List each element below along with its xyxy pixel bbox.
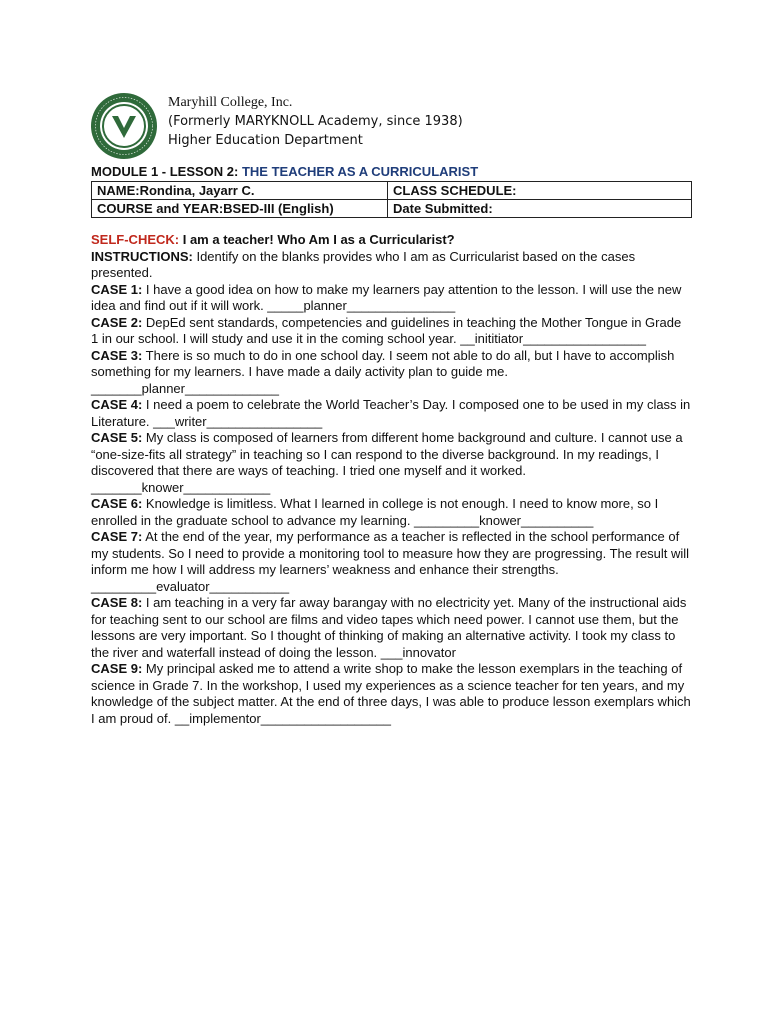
case-text: At the end of the year, my performance as a teacher is reflected in the school performance of my students. So I need to provide a monitoring tool to measure how they are progressing. The result will inform me how I will address my learners’ weakness and enhance their strengths. _________evaluator___________ [91, 529, 690, 594]
case-label: CASE 6: [91, 496, 143, 511]
case-1 [91, 282, 691, 315]
module-title: THE TEACHER AS A CURRICULARIST [241, 164, 479, 179]
case-5 [91, 430, 691, 496]
case-text: Knowledge is limitless. What I learned in college is not enough. I need to know more, so I enrolled in the graduate school to advance my learning. _________knower__________ [91, 496, 659, 528]
letterhead [168, 94, 463, 150]
name-cell: NAME:Rondina, Jayarr C. [92, 182, 388, 200]
case-9 [91, 661, 691, 727]
module-heading [91, 164, 478, 179]
college-name: Maryhill College, Inc. [168, 95, 293, 110]
schedule-cell: CLASS SCHEDULE: [388, 182, 692, 200]
student-info-table [91, 181, 692, 218]
case-text: I am teaching in a very far away barangay with no electricity yet. Many of the instructional aids for teaching sent to our school are films and video tapes which need power. I cannot use them, but the lessons are very important. So I thought of thinking of making an alternative activity. I took my class to the river and waterfall instead of doing the lesson. ___innovator [91, 595, 687, 660]
case-text: My principal asked me to attend a write shop to make the lesson exemplars in the teaching of science in Grade 7. In the workshop, I used my experiences as a science teacher for ten years, and my knowledge of the subject matter. At the end of three days, I was able to produce lesson exemplars which I am proud of. __implementor__________________ [91, 661, 691, 726]
case-8 [91, 595, 691, 661]
instructions [91, 249, 691, 282]
department-name: Higher Education Department [168, 133, 363, 148]
case-label: CASE 4: [91, 397, 143, 412]
case-6 [91, 496, 691, 529]
course-cell: COURSE and YEAR:BSED-III (English) [92, 200, 388, 218]
case-text: I need a poem to celebrate the World Teacher’s Day. I composed one to be used in my class in Literature. ___writer________________ [91, 397, 691, 429]
module-prefix: MODULE 1 - LESSON 2: [91, 164, 242, 179]
self-check-heading [91, 232, 691, 249]
self-check-text: I am a teacher! Who Am I as a Curricularist? [179, 232, 455, 247]
self-check-label: SELF-CHECK: [91, 232, 180, 247]
case-text: I have a good idea on how to make my learners pay attention to the lesson. I will use the new idea and find out if it will work. _____planner_______________ [91, 281, 682, 313]
case-3 [91, 348, 691, 398]
case-text: My class is composed of learners from different home background and culture. I cannot use a “one-size-fits all strategy” in teaching so I can respond to the diverse background. In my readings, I discovered that there are ways of teaching. I tried one myself and it worked. _______knower____________ [91, 430, 683, 495]
case-text: DepEd sent standards, competencies and guidelines in teaching the Mother Tongue in Grade 1 in our school. I will study and use it in the coming school year. __inititiator_________________ [91, 314, 682, 346]
former-name: (Formerly MARYKNOLL Academy, since 1938) [168, 114, 463, 129]
instructions-label: INSTRUCTIONS: [91, 248, 193, 264]
case-label: CASE 9: [91, 661, 143, 676]
college-seal-logo [90, 92, 158, 160]
case-label: CASE 3: [91, 347, 143, 363]
case-label: CASE 8: [91, 595, 143, 610]
case-label: CASE 1: [91, 281, 143, 297]
case-7 [91, 529, 691, 595]
worksheet-body [91, 232, 691, 727]
case-2 [91, 315, 691, 348]
instructions-text: Identify on the blanks provides who I am as Curricularist based on the cases presented. [91, 248, 636, 280]
case-text: There is so much to do in one school day. I seem not able to do all, but I have to accomplish something for my learners. I have made a daily activity plan to guide me. _______planner_____________ [91, 347, 675, 396]
case-4 [91, 397, 691, 430]
case-label: CASE 5: [91, 430, 143, 445]
date-cell: Date Submitted: [388, 200, 692, 218]
case-label: CASE 7: [91, 529, 143, 544]
case-label: CASE 2: [91, 314, 143, 330]
